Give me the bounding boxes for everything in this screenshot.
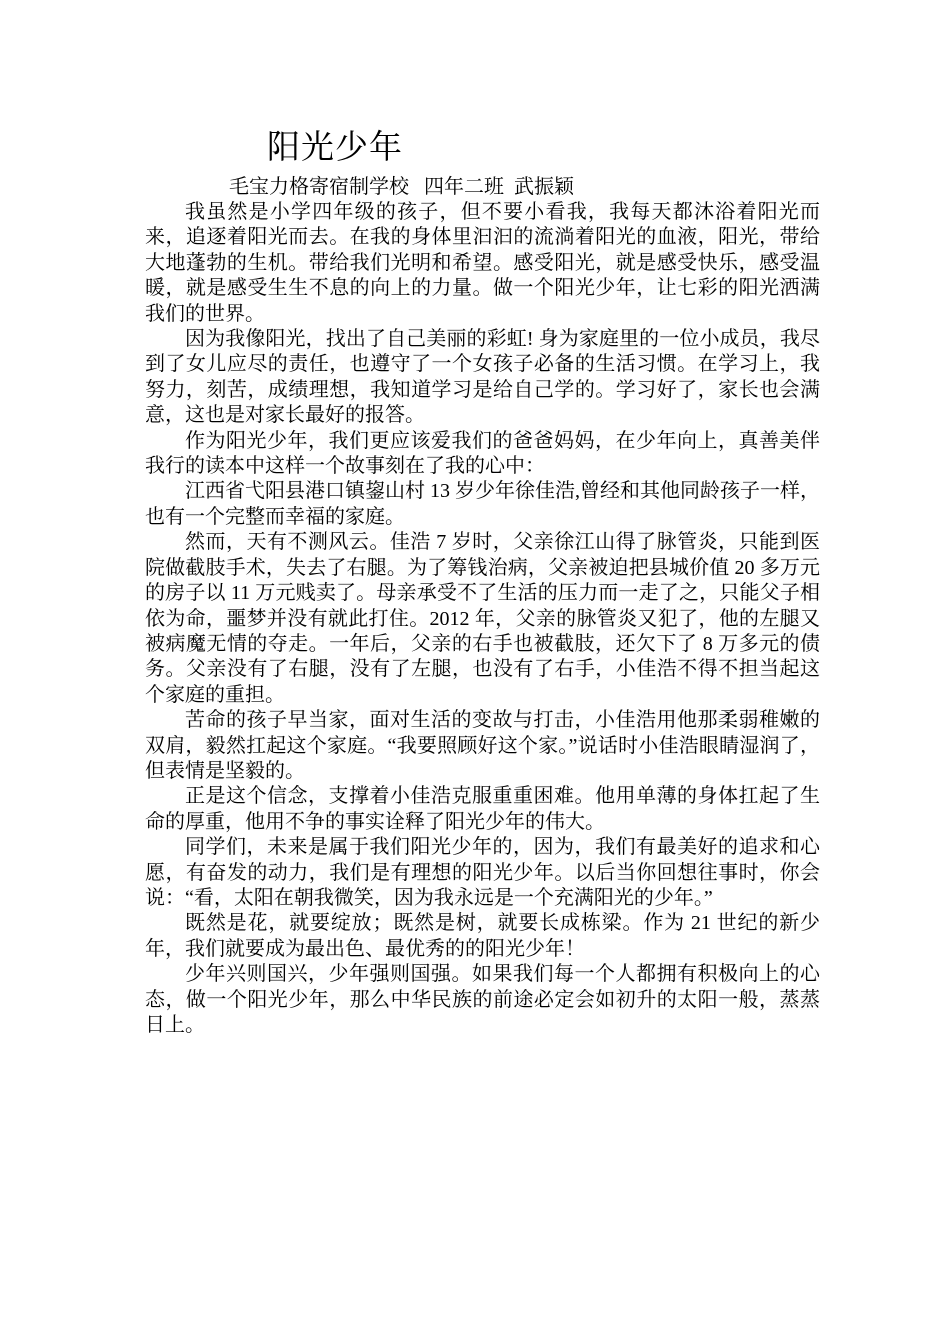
paragraph: 同学们，未来是属于我们阳光少年的，因为，我们有最美好的追求和心愿，有奋发的动力，我们是有理想的阳光少年。以后当你回想往事时，你会说：“看，太阳在朝我微笑，因为我永远是一个充满阳光的少年。” [145, 836, 820, 909]
author-byline: 毛宝力格寄宿制学校 四年二班 武振颖 [229, 176, 574, 198]
paragraph: 少年兴则国兴，少年强则国强。如果我们每一个人都拥有积极向上的心态，做一个阳光少年，那么中华民族的前途必定会如初升的太阳一般，蒸蒸日上。 [145, 963, 820, 1036]
document-title: 阳光少年 [267, 130, 403, 166]
paragraph: 正是这个信念，支撑着小佳浩克服重重困难。他用单薄的身体扛起了生命的厚重，他用不争的事实诠释了阳光少年的伟大。 [145, 785, 820, 833]
paragraph: 既然是花，就要绽放；既然是树，就要长成栋梁。作为 21 世纪的新少年，我们就要成为最出色、最优秀的的阳光少年！ [145, 912, 820, 960]
paragraph: 我虽然是小学四年级的孩子，但不要小看我，我每天都沐浴着阳光而来，追逐着阳光而去。在我的身体里汩汩的流淌着阳光的血液，阳光，带给大地蓬勃的生机。带给我们光明和希望。感受阳光，就是感受快乐，感受温暖，就是感受生生不息的向上的力量。做一个阳光少年，让七彩的阳光洒满我们的世界。 [145, 201, 820, 325]
document-body [145, 200, 820, 1038]
paragraph: 作为阳光少年，我们更应该爱我们的爸爸妈妈，在少年向上，真善美伴我行的读本中这样一个故事刻在了我的心中： [145, 429, 820, 478]
paragraph: 然而，天有不测风云。佳浩 7 岁时，父亲徐江山得了脉管炎，只能到医院做截肢手术，失去了右腿。为了筹钱治病，父亲被迫把县城价值 20 多万元的房子以 11 万元贱卖了。母亲承受不了生活的压力而一走了之，只能父子相依为命，噩梦并没有就此打住。2012 年，父亲的脉管炎又犯了，他的左腿又被病魔无情的夺走。一年后，父亲的右手也被截肢，还欠下了 8 万多元的债务。父亲没有了右腿，没有了左腿，也没有了右手，小佳浩不得不担当起这个家庭的重担。 [145, 531, 820, 706]
paragraph: 因为我像阳光，找出了自己美丽的彩虹! 身为家庭里的一位小成员，我尽到了女儿应尽的责任，也遵守了一个女孩子必备的生活习惯。在学习上，我努力，刻苦，成绩理想，我知道学习是给自己学的。学习好了，家长也会满意，这也是对家长最好的报答。 [145, 328, 820, 427]
paragraph: 苦命的孩子早当家，面对生活的变故与打击，小佳浩用他那柔弱稚嫩的双肩，毅然扛起这个家庭。“我要照顾好这个家。”说话时小佳浩眼睛湿润了，但表情是坚毅的。 [145, 709, 820, 782]
paragraph: 江西省弋阳县港口镇鋆山村 13 岁少年徐佳浩,曾经和其他同龄孩子一样，也有一个完整而幸福的家庭。 [145, 480, 820, 528]
